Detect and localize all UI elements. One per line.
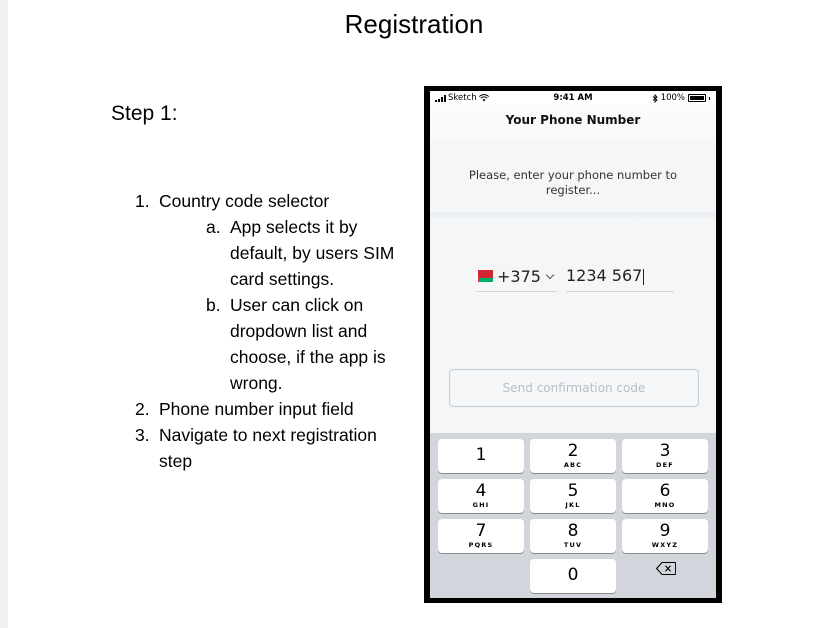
delete-icon[interactable] (656, 562, 676, 575)
list-item-text: Country code selector (159, 191, 330, 211)
list-item-text: Navigate to next registration step (159, 425, 377, 471)
belarus-flag-icon (476, 270, 493, 282)
registration-form (430, 139, 716, 433)
sub-list (159, 214, 405, 396)
text-cursor (643, 269, 644, 285)
numeric-keypad (430, 433, 716, 598)
key-8[interactable]: 8 TUV (530, 519, 616, 553)
list-item: 2. Phone number input field (135, 399, 354, 419)
step-label: Step 1: (111, 102, 178, 125)
battery-icon (688, 94, 706, 102)
list-item-text: Phone number input field (159, 399, 354, 419)
country-code-selector[interactable] (476, 261, 557, 292)
key-5[interactable]: 5 JKL (530, 479, 616, 513)
divider (430, 212, 716, 220)
instruction-text: Please, enter your phone number to register... (468, 168, 678, 197)
page-margin (0, 0, 8, 628)
key-4[interactable]: 4 GHI (438, 479, 524, 513)
carrier-label: Sketch (448, 93, 477, 103)
status-time: 9:41 AM (553, 93, 593, 103)
send-confirmation-button[interactable]: Send confirmation code (449, 369, 699, 407)
key-3[interactable]: 3 DEF (622, 439, 708, 473)
key-2[interactable]: 2 ABC (530, 439, 616, 473)
sub-list-item-text: User can click on dropdown list and choose, if the app is wrong. (230, 295, 386, 393)
key-7[interactable]: 7 PQRS (438, 519, 524, 553)
list-item: 1. Country code selector a. App selects it by default, by users SIM card settings. b. User can click on dropdown list and choose, if the app is wrong. (135, 188, 405, 396)
phone-number-value: 1234 567 (566, 266, 643, 285)
sub-list-item: a. App selects it by default, by users SIM card settings. (206, 217, 395, 289)
phone-screen (430, 91, 716, 598)
phone-number-input[interactable] (566, 261, 674, 292)
phone-mockup (424, 86, 722, 603)
battery-percent: 100% (660, 93, 685, 103)
nav-title: Your Phone Number (430, 105, 716, 140)
requirements-list (135, 188, 405, 474)
key-0[interactable]: 0 (530, 559, 616, 593)
bluetooth-icon (652, 94, 658, 103)
key-9[interactable]: 9 WXYZ (622, 519, 708, 553)
status-bar (430, 91, 716, 105)
sub-list-item-text: App selects it by default, by users SIM card settings. (230, 217, 395, 289)
document-title: Registration (344, 9, 484, 39)
country-code-value: +375 (497, 266, 541, 286)
key-1[interactable]: 1 (438, 439, 524, 473)
key-6[interactable]: 6 MNO (622, 479, 708, 513)
sub-list-item: b. User can click on dropdown list and choose, if the app is wrong. (206, 295, 386, 393)
chevron-down-icon (546, 270, 554, 278)
list-item: 3. Navigate to next registration step (135, 425, 377, 471)
